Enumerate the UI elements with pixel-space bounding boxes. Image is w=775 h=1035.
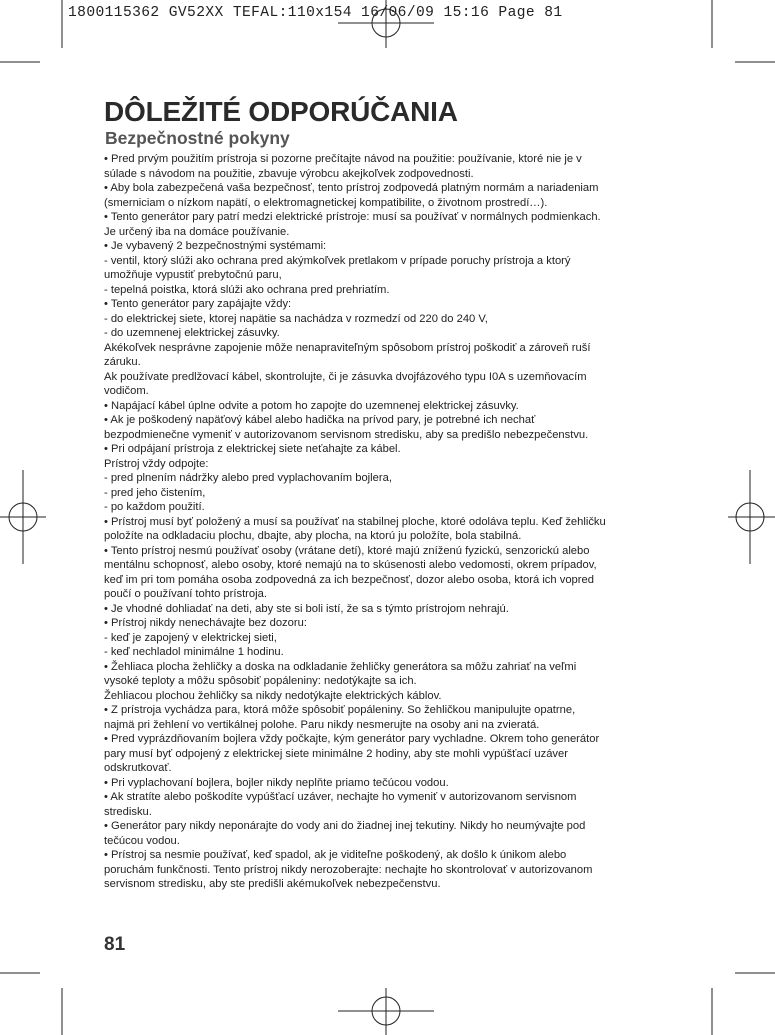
text-line: - pred plnením nádržky alebo pred vyplachovaním bojlera, [104, 472, 392, 484]
text-line: poruchám funkčnosti. Tento prístroj nikdy nerozoberajte: nechajte ho skontrolovať v autorizovanom [104, 863, 593, 876]
section-subtitle: Bezpečnostné pokyny [105, 128, 290, 148]
text-line: (smerniciam o nízkom napätí, o elektromagnetickej kompatibilite, o životnom prostredí…). [104, 196, 548, 209]
text-line: bezpodmienečne vymeniť v autorizovanom servisnom stredisku, aby sa predišlo nebezpečenstvu. [104, 428, 589, 441]
text-line: umožňuje vypustiť prebytočnú paru, [104, 269, 282, 281]
text-line: • Pri vyplachovaní bojlera, bojler nikdy neplňte priamo tečúcou vodou. [104, 776, 449, 789]
text-line: • Pred vyprázdňovaním bojlera vždy počkajte, kým generátor pary vychladne. Okrem toho generátor [104, 733, 600, 745]
text-line: • Ak stratíte alebo poškodíte vypúšťací uzáver, nechajte ho vymeniť v autorizovanom servisnom [104, 791, 577, 803]
safety-instructions [104, 152, 684, 892]
text-line: pary musí byť odpojený z elektrickej siete minimálne 2 hodiny, aby ste mohli vypúšťací uzáver [104, 747, 568, 760]
text-line: • Žehliaca plocha žehličky a doska na odkladanie žehličky generátora sa môžu zahriať na veľmi [104, 660, 577, 673]
text-line: • Generátor pary nikdy neponárajte do vody ani do žiadnej inej tekutiny. Nikdy ho neumývajte pod [104, 820, 586, 832]
text-line: - keď je zapojený v elektrickej sieti, [104, 631, 277, 644]
text-line: Žehliacou plochou žehličky sa nikdy nedotýkajte elektrických káblov. [104, 689, 442, 702]
text-line: keď im pri tom pomáha osoba zodpovedná za ich bezpečnosť, dozor alebo osoba, ktorá ich vopred [104, 573, 594, 586]
text-line: • Ak je poškodený napäťový kábel alebo hadička na prívod pary, je potrebné ich nechať [104, 414, 536, 426]
text-line: servisnom stredisku, aby ste predišli akémukoľvek nebezpečenstvu. [104, 878, 441, 890]
registration-mark-right [728, 470, 775, 564]
text-line: • Pred prvým použitím prístroja si pozorne prečítajte návod na použitie: používanie, ktoré nie je v [104, 153, 582, 165]
text-line: stredisku. [104, 805, 152, 818]
text-line: - ventil, ktorý slúži ako ochrana pred akýmkoľvek pretlakom v prípade poruchy prístroja a ktorý [104, 254, 571, 267]
text-line: • Prístroj musí byť položený a musí sa používať na stabilnej ploche, ktoré odoláva teplu. Keď žehličku [104, 515, 606, 528]
text-line: • Je vhodné dohliadať na deti, aby ste si boli istí, že sa s týmto prístrojom nehrajú. [104, 602, 509, 615]
text-line: • Tento generátor pary patrí medzi elektrické prístroje: musí sa používať v normálnych podmienkach. [104, 211, 601, 223]
text-line: Akékoľvek nesprávne zapojenie môže nenapraviteľným spôsobom prístroj poškodiť a zároveň ruší [104, 341, 591, 354]
text-line: súlade s návodom na použitie, zbavuje výrobcu akejkoľvek zodpovednosti. [104, 167, 474, 180]
text-line: vysoké teploty a môžu spôsobiť popáleniny: nedotýkajte sa ich. [104, 675, 417, 687]
text-line: odskrutkovať. [104, 762, 172, 774]
text-line: • Tento prístroj nesmú používať osoby (vrátane detí), ktoré majú zníženú fyzickú, senzorickú alebo [104, 544, 590, 557]
text-line: Ak používate predlžovací kábel, skontrolujte, či je zásuvka dvojfázového typu I0A s uzemňovacím [104, 370, 587, 383]
text-line: • Aby bola zabezpečená vaša bezpečnosť, tento prístroj zodpovedá platným normám a nariadeniam [104, 182, 599, 194]
text-line: • Prístroj nikdy nenechávajte bez dozoru: [104, 617, 307, 629]
page-number: 81 [104, 934, 126, 955]
text-line: • Tento generátor pary zapájajte vždy: [104, 298, 292, 310]
text-line: - tepelná poistka, ktorá slúži ako ochrana pred prehriatím. [104, 283, 390, 296]
text-line: • Z prístroja vychádza para, ktorá môže spôsobiť popáleniny. So žehličkou manipulujte opatrne, [104, 704, 576, 716]
text-line: záruku. [104, 356, 141, 368]
text-line: - do elektrickej siete, ktorej napätie sa nachádza v rozmedzí od 220 do 240 V, [104, 312, 488, 325]
text-line: Prístroj vždy odpojte: [104, 457, 209, 470]
page-title: DÔLEŽITÉ ODPORÚČANIA [104, 96, 458, 127]
text-line: najmä pri žehlení vo vertikálnej polohe. Paru nikdy nesmerujte na osoby ani na zvieratá. [104, 718, 540, 731]
text-line: - do uzemnenej elektrickej zásuvky. [104, 327, 280, 339]
text-line: mentálnu schopnosť, alebo osoby, ktoré nemajú na to skúsenosti alebo vedomosti, okrem prípadov, [104, 559, 597, 571]
text-line: poučí o používaní tohto prístroja. [104, 588, 267, 600]
registration-mark-bottom [338, 988, 434, 1035]
text-line: - pred jeho čistením, [104, 486, 206, 499]
text-line: • Napájací kábel úplne odvite a potom ho zapojte do uzemnenej elektrickej zásuvky. [104, 399, 519, 412]
text-line: vodičom. [104, 385, 149, 397]
text-line: tečúcou vodou. [104, 834, 180, 847]
text-line: • Pri odpájaní prístroja z elektrickej siete neťahajte za kábel. [104, 443, 401, 455]
text-line: • Je vybavený 2 bezpečnostnými systémami: [104, 240, 327, 252]
registration-mark-left [0, 470, 46, 564]
text-line: • Prístroj sa nesmie používať, keď spadol, ak je viditeľne poškodený, ak došlo k únikom alebo [104, 849, 567, 861]
text-line: Je určený iba na domáce používanie. [104, 225, 290, 238]
print-slug: 1800115362 GV52XX TEFAL:110x154 16/06/09 15:16 Page 81 [68, 5, 563, 21]
text-line: položíte na odkladaciu plochu, dbajte, aby plocha, na ktorú ju položíte, bola stabilná. [104, 530, 522, 542]
registration-mark-top [338, 0, 434, 48]
text-line: - keď nechladol minimálne 1 hodinu. [104, 646, 284, 658]
text-line: - po každom použití. [104, 501, 205, 513]
